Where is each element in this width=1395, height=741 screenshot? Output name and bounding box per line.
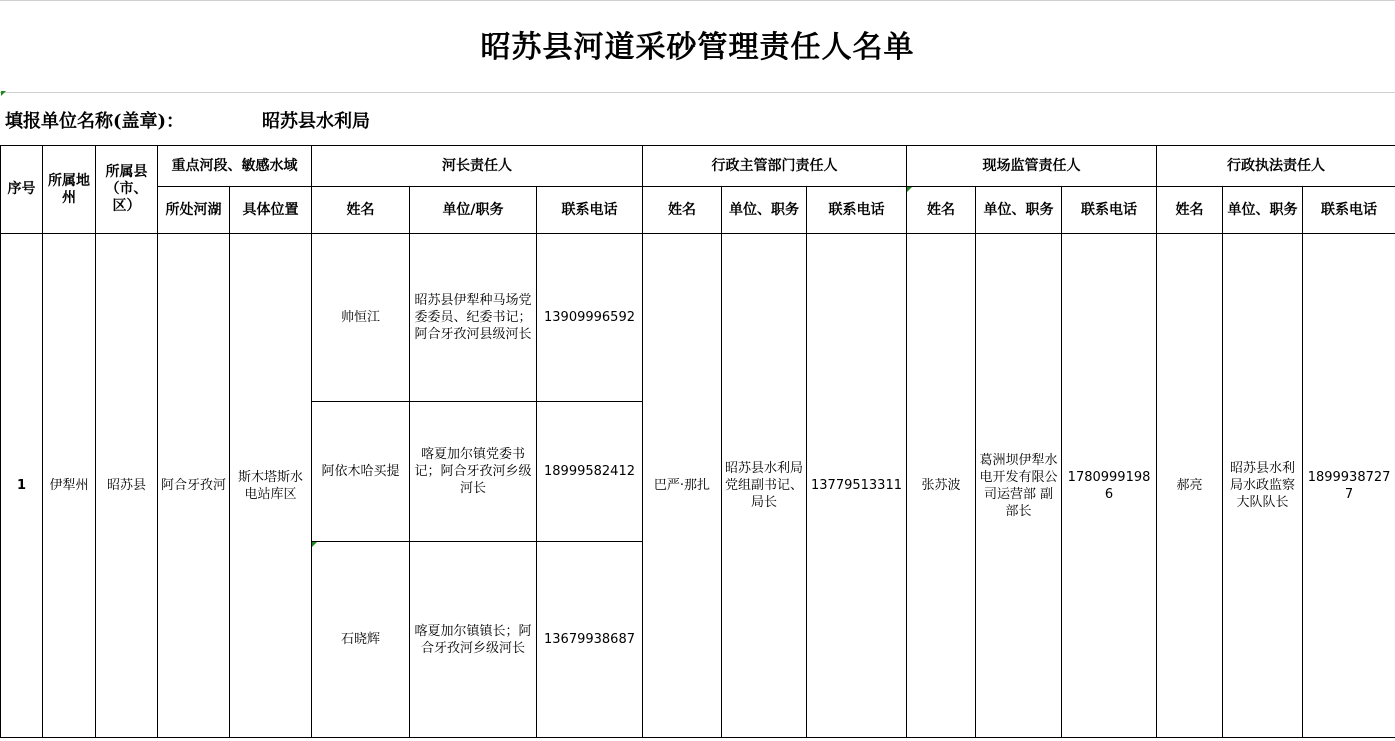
prefecture-cell: 伊犁州	[43, 234, 96, 738]
chief-name-cell: 帅恒江	[312, 234, 410, 402]
header-admin-unit: 单位、职务	[722, 187, 807, 234]
roster-table	[0, 145, 1395, 738]
header-seq: 序号	[1, 146, 43, 234]
header-key-reach: 重点河段、敏感水域	[158, 146, 312, 187]
header-enforce-name: 姓名	[1157, 187, 1223, 234]
header-onsite-phone: 联系电话	[1062, 187, 1157, 234]
onsite-phone-cell: 17809991986	[1062, 234, 1157, 738]
header-enforce-unit: 单位、职务	[1223, 187, 1303, 234]
location-cell: 斯木塔斯水电站库区	[230, 234, 312, 738]
header-enforce-phone: 联系电话	[1303, 187, 1395, 234]
header-onsite-unit: 单位、职务	[976, 187, 1062, 234]
header-group-onsite: 现场监管责任人	[907, 146, 1157, 187]
cell-marker	[312, 542, 317, 547]
chief-phone-cell: 13909996592	[537, 234, 643, 402]
header-prefecture: 所属地州	[43, 146, 96, 234]
header-group-admin: 行政主管部门责任人	[643, 146, 907, 187]
header-river: 所处河湖	[158, 187, 230, 234]
filler-value: 昭苏县水利局	[262, 111, 370, 132]
header-group-river-chief: 河长责任人	[312, 146, 643, 187]
admin-name-cell: 巴严·那扎	[643, 234, 722, 738]
chief-phone-cell: 18999582412	[537, 402, 643, 542]
enforce-unit-cell: 昭苏县水利局水政监察大队队长	[1223, 234, 1303, 738]
header-admin-phone: 联系电话	[807, 187, 907, 234]
admin-phone-cell: 13779513311	[807, 234, 907, 738]
header-row-1	[1, 146, 1395, 187]
header-onsite-name-label: 姓名	[927, 201, 956, 218]
header-admin-name: 姓名	[643, 187, 722, 234]
filler-row	[0, 93, 1395, 145]
chief-name-cell: 阿依木哈买提	[312, 402, 410, 542]
river-cell: 阿合牙孜河	[158, 234, 230, 738]
onsite-unit-cell: 葛洲坝伊犁水电开发有限公司运营部 副部长	[976, 234, 1062, 738]
enforce-phone-cell: 18999387277	[1303, 234, 1395, 738]
title-band	[0, 0, 1395, 93]
chief-unit-cell: 喀夏加尔镇党委书记；阿合牙孜河乡级河长	[410, 402, 537, 542]
chief-unit-cell: 昭苏县伊犁种马场党委委员、纪委书记；阿合牙孜河县级河长	[410, 234, 537, 402]
seq-cell: 1	[1, 234, 43, 738]
county-cell: 昭苏县	[96, 234, 158, 738]
enforce-name-cell: 郝亮	[1157, 234, 1223, 738]
chief-name-cell	[312, 542, 410, 738]
header-chief-name: 姓名	[312, 187, 410, 234]
chief-unit-cell: 喀夏加尔镇镇长；阿合牙孜河乡级河长	[410, 542, 537, 738]
header-chief-unit: 单位/职务	[410, 187, 537, 234]
cell-marker	[907, 187, 912, 192]
filler-label: 填报单位名称(盖章)：	[5, 111, 185, 132]
header-chief-phone: 联系电话	[537, 187, 643, 234]
header-onsite-name	[907, 187, 976, 234]
header-row-2	[1, 187, 1395, 234]
onsite-name-cell: 张苏波	[907, 234, 976, 738]
header-location: 具体位置	[230, 187, 312, 234]
sheet-title: 昭苏县河道采砂管理责任人名单	[480, 30, 915, 65]
chief-phone-cell: 13679938687	[537, 542, 643, 738]
admin-unit-cell: 昭苏县水利局党组副书记、局长	[722, 234, 807, 738]
chief-name-text: 石晓辉	[340, 632, 380, 647]
header-county: 所属县（市、区）	[96, 146, 158, 234]
data-row	[1, 234, 1395, 402]
header-group-enforcement: 行政执法责任人	[1157, 146, 1395, 187]
